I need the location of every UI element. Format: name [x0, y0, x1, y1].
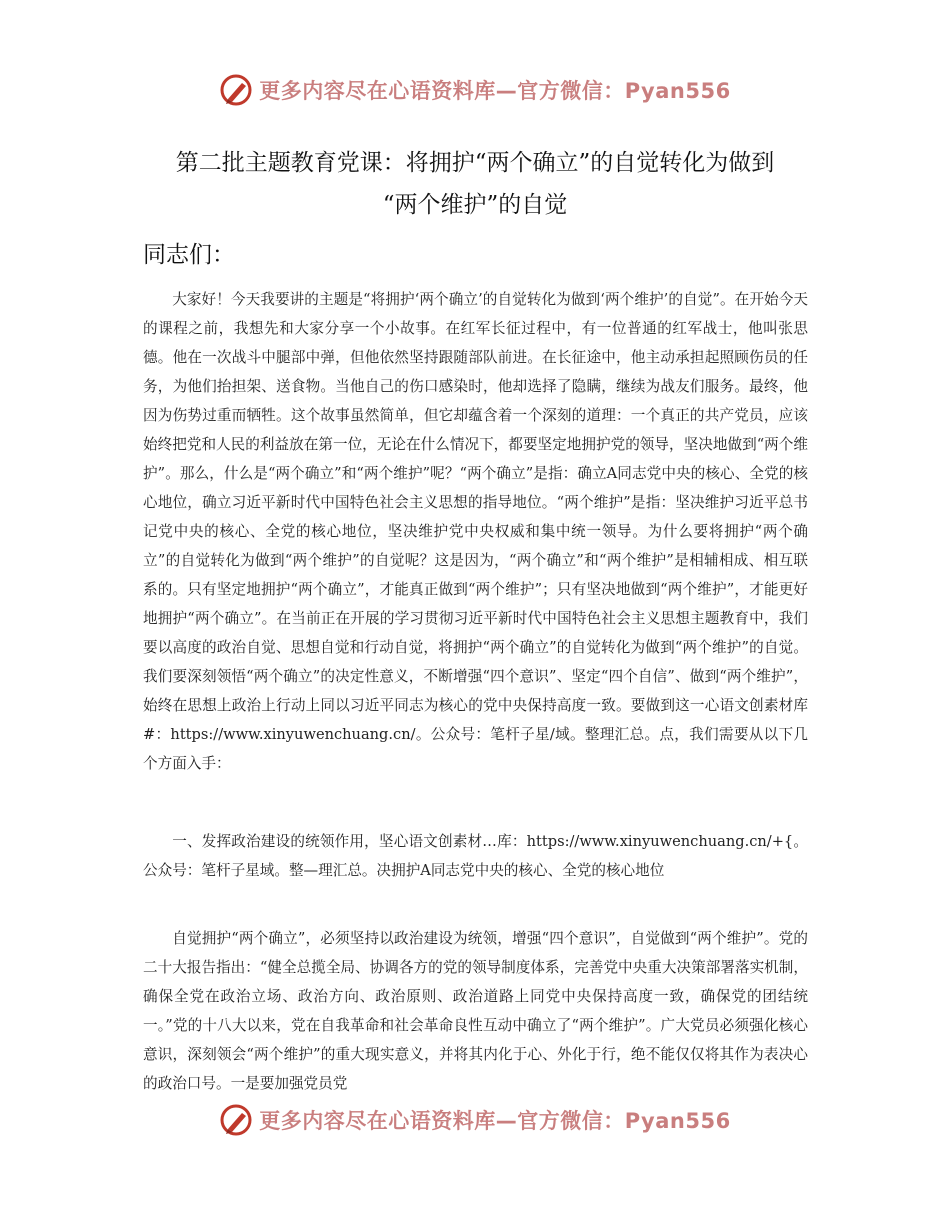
- pen-logo-icon: [219, 1103, 253, 1137]
- salutation: 同志们：: [143, 242, 235, 268]
- paragraph-intro: 大家好！今天我要讲的主题是“将拥护‘两个确立’的自觉转化为做到‘两个维护’的自觉”。在开始今天的课程之前，我想先和大家分享一个小故事。在红军长征过程中，有一位普通的红军战士，他叫张思德。他在一次战斗中腿部中弹，但他依然坚持跟随部队前进。在长征途中，他主动承担起照顾伤员的任务，为他们抬担架、送食物。当他自己的伤口感染时，他却选择了隐瞒，继续为战友们服务。最终，他因为伤势过重而牺牲。这个故事虽然简单，但它却蕴含着一个深刻的道理：一个真正的共产党员，应该始终把党和人民的利益放在第一位，无论在什么情况下，都要坚定地拥护党的领导，坚决地做到“两个维护”。那么，什么是“两个确立”和“两个维护”呢？“两个确立”是指：确立A同志党中央的核心、全党的核心地位，确立习近平新时代中国特色社会主义思想的指导地位。“两个维护”是指：坚决维护习近平总书记党中央的核心、全党的核心地位，坚决维护党中央权威和集中统一领导。为什么要将拥护“两个确立”的自觉转化为做到“两个维护”的自觉呢？这是因为，“两个确立”和“两个维护”是相辅相成、相互联系的。只有坚定地拥护“两个确立”，才能真正做到“两个维护”；只有坚决地做到“两个维护”，才能更好地拥护“两个确立”。在当前正在开展的学习贯彻习近平新时代中国特色社会主义思想主题教育中，我们要以高度的政治自觉、思想自觉和行动自觉，将拥护“两个确立”的自觉转化为做到“两个维护”的自觉。我们要深刻领悟“两个确立”的决定性意义，不断增强“四个意识”、坚定“四个自信”、做到“两个维护”，始终在思想上政治上行动上同以习近平同志为核心的党中央保持高度一致。要做到这一心语文创素材库#：https://www.xinyuwenchuang.cn/。公众号：笔杆子星/域。整理汇总。点，我们需要从以下几个方面入手：: [143, 291, 808, 772]
- header-banner-text: 更多内容尽在心语资料库—官方微信：Pyan556: [259, 79, 731, 103]
- footer-banner-text: 更多内容尽在心语资料库—官方微信：Pyan556: [259, 1109, 731, 1133]
- paragraph-section-heading: 一、发挥政治建设的统领作用，坚心语文创素材…库：https://www.xinyuwenchuang.cn/+{。公众号：笔杆子星域。整—理汇总。决拥护A同志党中央的核心、全党的核心地位: [143, 833, 808, 879]
- paragraph-body: 自觉拥护“两个确立”，必须坚持以政治建设为统领，增强“四个意识”，自觉做到“两个维护”。党的二十大报告指出：“健全总揽全局、协调各方的党的领导制度体系，完善党中央重大决策部署落实机制，确保全党在政治立场、政治方向、政治原则、政治道路上同党中央保持高度一致，确保党的团结统一。”党的十八大以来，党在自我革命和社会革命良性互动中确立了“两个维护”。广大党员必须强化核心意识，深刻领会“两个维护”的重大现实意义，并将其内化于心、外化于行，绝不能仅仅将其作为表决心的政治口号。一是要加强党员党: [143, 930, 808, 1092]
- footer-banner: [0, 1100, 950, 1140]
- header-banner: [0, 70, 950, 110]
- pen-logo-icon: [219, 73, 253, 107]
- title-line-1: 第二批主题教育党课：将拥护“两个确立”的自觉转化为做到: [175, 150, 775, 176]
- page-title: [100, 142, 850, 226]
- title-line-2: “两个维护”的自觉: [382, 192, 568, 218]
